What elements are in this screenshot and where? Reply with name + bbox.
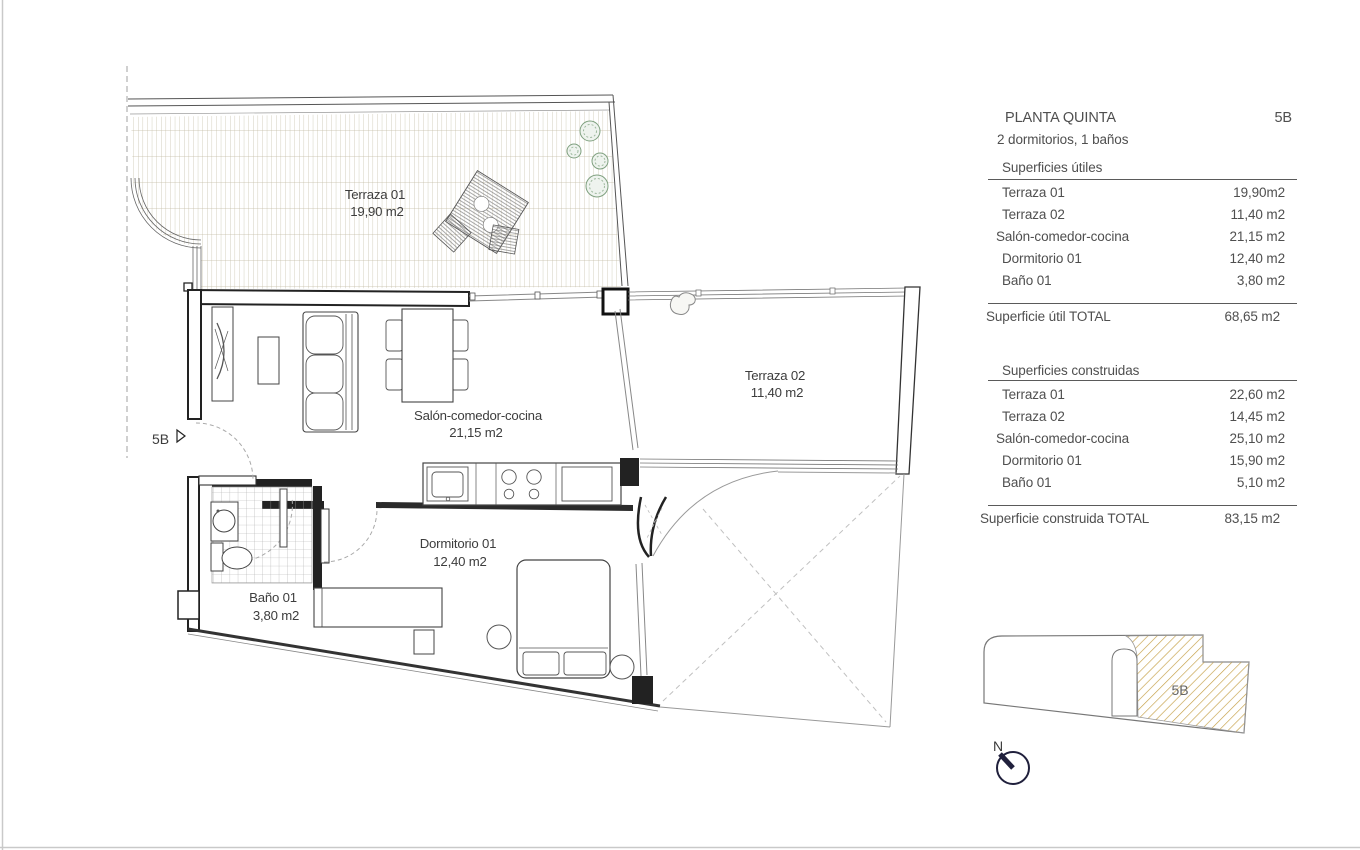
terrace-01 <box>127 66 628 458</box>
shower-screen <box>280 489 287 547</box>
north-arrow <box>993 738 1029 784</box>
appliance <box>562 467 612 501</box>
entry-door-leaf <box>199 476 256 485</box>
table-row: Dormitorio 01 15,90 m2 <box>1002 453 1285 468</box>
living-room-label: Salón-comedor-cocina <box>414 408 542 423</box>
table-row: Terraza 01 19,90m2 <box>1002 185 1285 200</box>
terrace-01-label: Terraza 01 <box>344 187 406 202</box>
table-row: Salón-comedor-cocina 21,15 m2 <box>996 229 1285 244</box>
bedroom <box>314 509 634 679</box>
terrace-02-area: 11,40 m2 <box>750 385 804 400</box>
bedroom-label: Dormitorio 01 <box>419 536 497 551</box>
entry-arrow-icon <box>177 430 185 442</box>
wardrobe <box>314 588 442 627</box>
lower-open-terrace <box>653 471 904 727</box>
area-table-panel <box>980 106 1297 546</box>
sink <box>432 472 463 497</box>
divider <box>988 179 1297 180</box>
table-row: Dormitorio 01 12,40 m2 <box>1002 251 1285 266</box>
divider <box>988 303 1297 304</box>
table-row: Salón-comedor-cocina 25,10 m2 <box>996 431 1285 446</box>
bathroom <box>211 487 312 623</box>
table-row: Terraza 01 22,60 m2 <box>1002 387 1285 402</box>
entry <box>152 423 256 485</box>
table-row: Terraza 02 14,45 m2 <box>1002 409 1285 424</box>
nightstand <box>610 655 634 679</box>
table-row: Baño 01 3,80 m2 <box>1002 273 1285 288</box>
unit-entry-marker: 5B <box>152 431 170 447</box>
north-letter: N <box>993 738 1004 754</box>
divider <box>988 380 1297 381</box>
panel-title-row <box>980 110 1297 126</box>
living-room-area: 21,15 m2 <box>449 425 503 440</box>
nightstand <box>487 625 511 649</box>
void-cross-lines <box>663 476 900 722</box>
bathroom-area: 3,80 m2 <box>252 608 300 623</box>
terrace-01-area: 19,90 m2 <box>350 204 404 219</box>
terrace-02 <box>615 287 920 486</box>
railing-plant-sketch <box>670 293 695 315</box>
bedroom-area: 12,40 m2 <box>433 554 487 569</box>
dining-set <box>386 309 468 402</box>
terrace-chair <box>489 225 519 254</box>
entry-door-swing <box>196 423 253 480</box>
coffee-table <box>258 337 279 384</box>
bathroom-label: Baño 01 <box>249 590 297 605</box>
key-plan-unit-label: 5B <box>1171 682 1189 698</box>
floor-title: PLANTA QUINTA <box>1005 110 1116 126</box>
washbasin <box>213 510 235 532</box>
construidas-total-row: Superficie construida TOTAL 83,15 m2 <box>980 511 1280 526</box>
bedroom-door-swing <box>324 509 377 562</box>
kitchen-counter <box>423 463 621 505</box>
key-plan <box>984 635 1249 733</box>
table-row: Baño 01 5,10 m2 <box>1002 475 1285 490</box>
table-row: Terraza 02 11,40 m2 <box>1002 207 1285 222</box>
construidas-heading: Superficies construidas <box>1002 363 1140 378</box>
column <box>603 289 628 314</box>
utiles-total-row: Superficie útil TOTAL 68,65 m2 <box>986 309 1280 324</box>
living-room <box>212 307 621 505</box>
sofa <box>303 312 358 432</box>
bed <box>517 560 610 678</box>
divider <box>988 505 1297 506</box>
bedroom-door-leaf <box>321 509 329 563</box>
toilet <box>222 547 252 569</box>
utiles-heading: Superficies útiles <box>1002 160 1103 175</box>
floor-subtitle: 2 dormitorios, 1 baños <box>997 132 1129 147</box>
terrace-02-label: Terraza 02 <box>744 368 806 383</box>
unit-badge: 5B <box>1274 110 1292 126</box>
